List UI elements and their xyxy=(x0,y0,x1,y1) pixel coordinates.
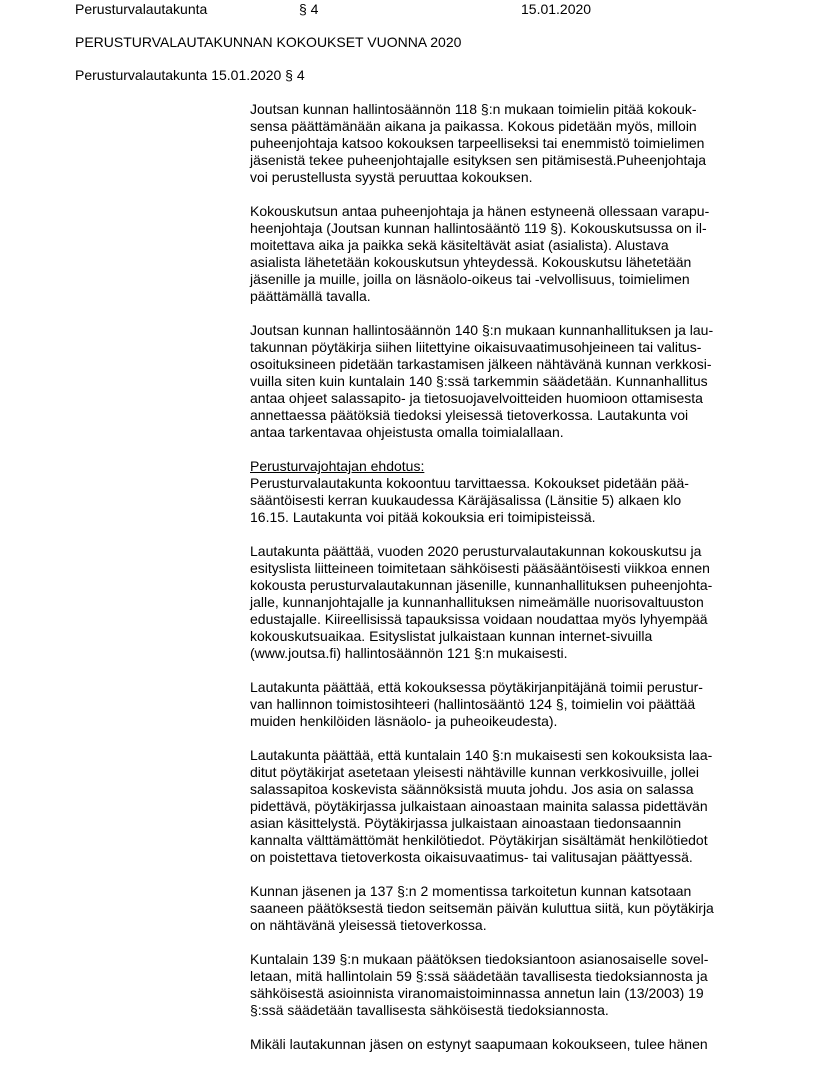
paragraph-line: kannalta välttämättömät henkilötiedot. Pöytäkirjan sisältämät henkilötiedot xyxy=(250,832,708,848)
paragraph-line: vuilla siten kuin kuntalain 140 §:ssä tarkemmin säädetään. Kunnanhallitus xyxy=(250,373,708,389)
paragraph-line: jäsenille ja muille, joilla on läsnäolo-oikeus tai -velvollisuus, toimielimen xyxy=(250,271,690,287)
paragraph-line: (www.joutsa.fi) hallintosäännön 121 §:n mukaisesti. xyxy=(250,645,568,661)
paragraph xyxy=(250,203,740,305)
document-title: PERUSTURVALAUTAKUNNAN KOKOUKSET VUONNA 2020 xyxy=(75,34,462,50)
paragraph-line: jalle, kunnanjohtajalle ja kunnanhallituksen nimeämälle nuorisovaltuuston xyxy=(250,594,704,610)
paragraph-line: voi perustellusta syystä peruuttaa kokouksen. xyxy=(250,169,533,185)
paragraph-line: on poistettava tietoverkosta oikaisuvaatimus- tai valitusajan päättyessä. xyxy=(250,849,693,865)
paragraph-line: sensa päättämänään aikana ja paikassa. Kokous pidetään myös, milloin xyxy=(250,118,697,134)
paragraph-line: päättämällä tavalla. xyxy=(250,288,371,304)
paragraph-line: puheenjohtaja katsoo kokouksen tarpeelliseksi tai enemmistö toimielimen xyxy=(250,135,705,151)
paragraph-line: moitettava aika ja paikka sekä käsiteltävät asiat (asialista). Alustava xyxy=(250,237,669,253)
paragraph xyxy=(250,951,740,1019)
paragraph xyxy=(250,101,740,186)
paragraph-line: esityslista liitteineen toimitetaan sähköisesti pääsääntöisesti viikkoa ennen xyxy=(250,560,710,576)
paragraph-line: sähköisestä asioinnista viranomaistoiminnassa annetun lain (13/2003) 19 xyxy=(250,985,704,1001)
paragraph-line: annettaessa päätöksiä tiedoksi yleisessä tietoverkossa. Lautakunta voi xyxy=(250,407,689,423)
paragraph xyxy=(250,747,740,866)
paragraph-line: Joutsan kunnan hallintosäännön 140 §:n mukaan kunnanhallituksen ja lau- xyxy=(250,322,714,338)
paragraph-line: ditut pöytäkirjat asetetaan yleisesti nähtäville kunnan verkkosivuille, jollei xyxy=(250,764,700,780)
paragraph-line: heenjohtaja (Joutsan kunnan hallintosääntö 119 §). Kokouskutsussa on il- xyxy=(250,220,707,236)
paragraph-line: antaa tarkentavaa ohjeistusta omalla toimialallaan. xyxy=(250,424,564,440)
paragraph-line: Kuntalain 139 §:n mukaan päätöksen tiedoksiantoon asianosaiselle sovel- xyxy=(250,951,709,967)
header-body-name: Perusturvalautakunta xyxy=(75,1,208,17)
paragraph-line: takunnan pöytäkirja siihen liitettyine oikaisuvaatimusohjeineen tai valitus- xyxy=(250,339,702,355)
paragraph-line: 16.15. Lautakunta voi pitää kokouksia eri toimipisteissä. xyxy=(250,509,596,525)
paragraph xyxy=(250,458,740,526)
paragraph-line: muiden henkilöiden läsnäolo- ja puheoikeudesta). xyxy=(250,713,558,729)
paragraph xyxy=(250,1036,740,1053)
paragraph-line: Kunnan jäsenen ja 137 §:n 2 momentissa tarkoitetun kunnan katsotaan xyxy=(250,883,692,899)
paragraph-line: Kokouskutsun antaa puheenjohtaja ja hänen estyneenä ollessaan varapu- xyxy=(250,203,710,219)
paragraph-line: kokousta perusturvalautakunnan jäsenille, kunnanhallituksen puheenjohta- xyxy=(250,577,713,593)
header-section: § 4 xyxy=(299,1,319,17)
paragraph-line: edustajalle. Kiireellisissä tapauksissa voidaan noudattaa myös lyhyempää xyxy=(250,611,708,627)
paragraph-line: Mikäli lautakunnan jäsen on estynyt saapumaan kokoukseen, tulee hänen xyxy=(250,1036,708,1052)
paragraph-line: letaan, mitä hallintolain 59 §:ssä säädetään tavallisesta tiedoksiannosta ja xyxy=(250,968,708,984)
paragraph-line: van hallinnon toimistosihteeri (hallintosääntö 124 §, toimielin voi päättää xyxy=(250,696,696,712)
paragraph-line: Joutsan kunnan hallintosäännön 118 §:n mukaan toimielin pitää kokouk- xyxy=(250,101,697,117)
paragraph-line: pidettävä, pöytäkirjassa julkaistaan ainoastaan mainita salassa pidettävän xyxy=(250,798,708,814)
paragraph-line: asialista lähetetään kokouskutsun yhteydessä. Kokouskutsu lähetetään xyxy=(250,254,692,270)
paragraph-line: antaa ohjeet salassapito- ja tietosuojavelvoitteiden huomioon ottamisesta xyxy=(250,390,703,406)
paragraph-line: jäsenistä tekee puheenjohtajalle esityksen sen pitämisestä.Puheenjohtaja xyxy=(250,152,707,168)
paragraph-line: asian käsittelystä. Pöytäkirjassa julkaistaan ainoastaan tiedonsaannin xyxy=(250,815,682,831)
document-subtitle: Perusturvalautakunta 15.01.2020 § 4 xyxy=(75,67,305,83)
paragraph-line: osoituksineen pidetään tarkastamisen jälkeen nähtävänä kunnan verkkosi- xyxy=(250,356,712,372)
paragraph-line: Lautakunta päättää, vuoden 2020 perusturvalautakunnan kokouskutsu ja xyxy=(250,543,702,559)
proposal-heading: Perusturvajohtajan ehdotus: xyxy=(250,458,425,474)
paragraph xyxy=(250,322,740,441)
paragraph-line: sääntöisesti kerran kuukaudessa Käräjäsalissa (Länsitie 5) alkaen klo xyxy=(250,492,682,508)
paragraph-line: kokouskutsuaikaa. Esityslistat julkaistaan kunnan internet-sivuilla xyxy=(250,628,653,644)
paragraph-line: Perusturvalautakunta kokoontuu tarvittaessa. Kokoukset pidetään pää- xyxy=(250,475,689,491)
paragraph-line: saaneen päätöksestä tiedon seitsemän päivän kuluttua siitä, kun pöytäkirja xyxy=(250,900,714,916)
paragraph-line: salassapitoa koskevista säännöksistä muuta johdu. Jos asia on salassa xyxy=(250,781,694,797)
paragraph-line: §:ssä säädetään tavallisesta sähköisestä tiedoksiannosta. xyxy=(250,1002,609,1018)
paragraph-line: Lautakunta päättää, että kokouksessa pöytäkirjanpitäjänä toimii perustur- xyxy=(250,679,703,695)
paragraph xyxy=(250,543,740,662)
header-date: 15.01.2020 xyxy=(521,1,592,17)
paragraph-line: on nähtävänä yleisessä tietoverkossa. xyxy=(250,917,487,933)
paragraph-line: Lautakunta päättää, että kuntalain 140 §:n mukaisesti sen kokouksista laa- xyxy=(250,747,713,763)
document-body xyxy=(250,101,740,1070)
paragraph xyxy=(250,679,740,730)
paragraph xyxy=(250,883,740,934)
